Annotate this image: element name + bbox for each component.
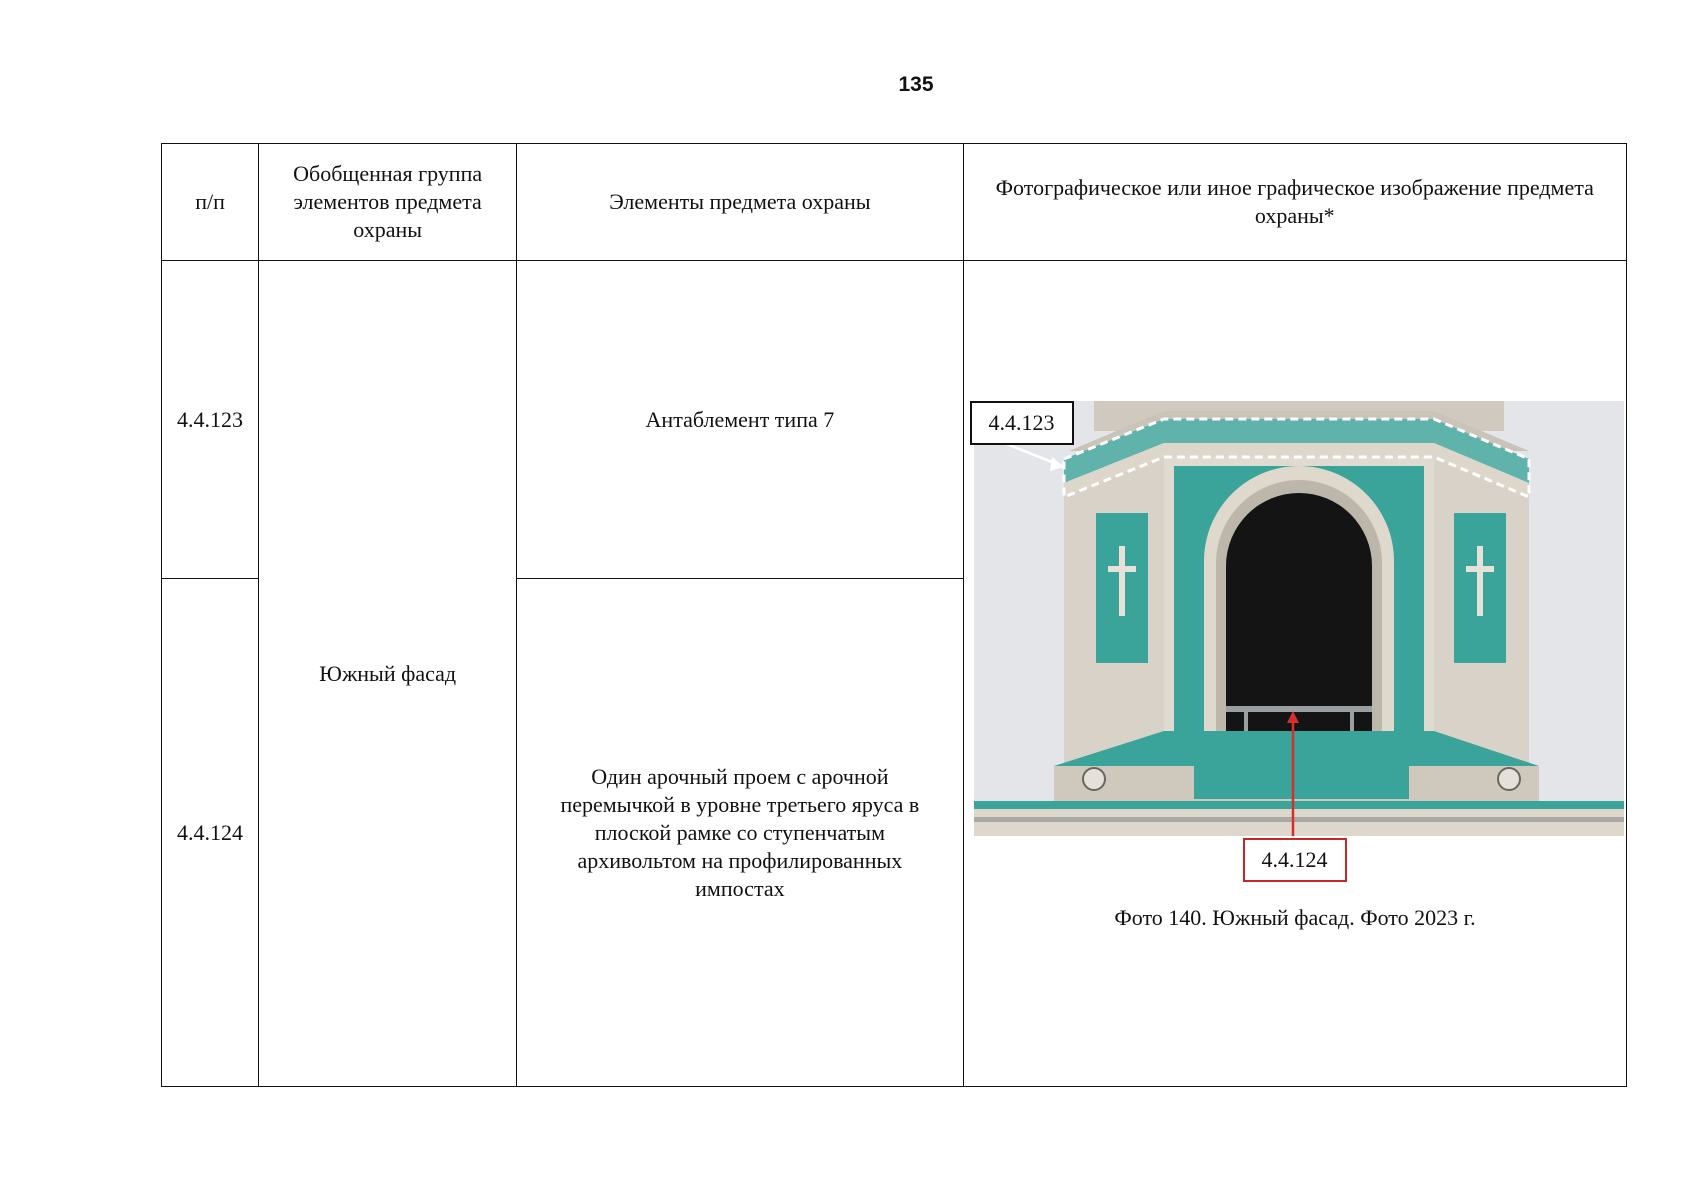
- element-cell: Антаблемент типа 7: [517, 261, 963, 579]
- callout-label-4-4-124: 4.4.124: [1243, 838, 1347, 882]
- photo-area: [964, 261, 1627, 1087]
- table-header-row: [162, 144, 1627, 261]
- row-number: 4.4.124: [162, 579, 259, 1087]
- protection-table: [161, 143, 1627, 1087]
- table-row: [162, 261, 1627, 579]
- header-group: Обобщенная группа элементов предмета охраны: [259, 144, 517, 261]
- header-image: Фотографическое или иное графическое изображение предмета охраны*: [963, 144, 1626, 261]
- callout-label-4-4-123: 4.4.123: [970, 401, 1074, 445]
- group-cell: Южный фасад: [259, 261, 517, 1087]
- header-number: п/п: [162, 144, 259, 261]
- header-elements: Элементы предмета охраны: [517, 144, 963, 261]
- photo-caption: Фото 140. Южный фасад. Фото 2023 г.: [1114, 905, 1476, 930]
- bell-tower-photo: [964, 261, 1627, 1087]
- row-number: 4.4.123: [162, 261, 259, 579]
- photo-cell: [963, 261, 1626, 1087]
- element-cell: Один арочный проем с арочной перемычкой в уровне третьего яруса в плоской рамке со ступенчатым архивольтом на профилированных импостах: [517, 579, 963, 1087]
- page-number: 135: [898, 73, 934, 96]
